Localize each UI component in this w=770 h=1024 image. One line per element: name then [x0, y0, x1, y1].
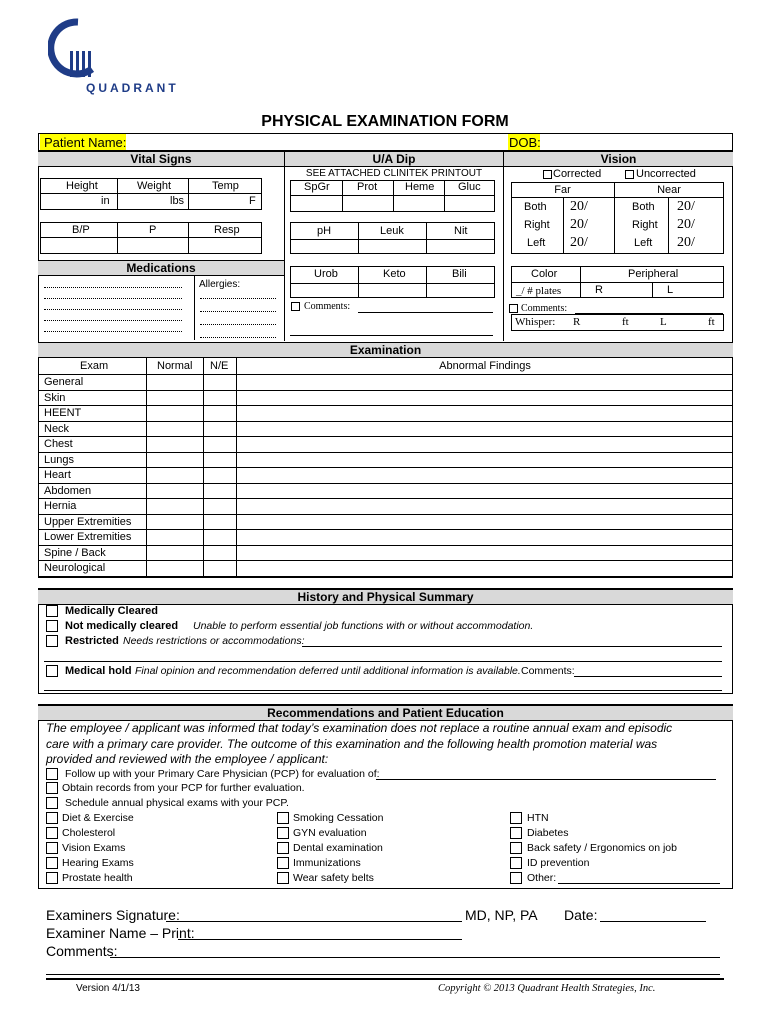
patient-name-field[interactable]: [128, 134, 503, 150]
exam-ne-cell[interactable]: [204, 421, 236, 437]
exam-abnormal-cell[interactable]: [237, 405, 733, 421]
exam-abnormal-cell[interactable]: [237, 529, 733, 545]
exam-normal-cell[interactable]: [147, 374, 203, 390]
height-label: Height: [66, 180, 98, 192]
exam-abnormal-cell[interactable]: [237, 560, 733, 576]
obtain-records-label: Obtain records from your PCP for further evaluation.: [62, 782, 305, 794]
exam-abnormal-cell[interactable]: [237, 498, 733, 514]
exam-abnormal-cell[interactable]: [237, 452, 733, 468]
exam-item: Heart: [44, 469, 71, 481]
exam-abnormal-cell[interactable]: [237, 483, 733, 499]
dob-label: DOB:: [509, 135, 541, 150]
far-both-label: Both: [524, 201, 547, 213]
near-left-value: 20/: [677, 235, 695, 250]
medically-cleared-checkbox[interactable]: [46, 605, 58, 617]
recommendation-checkbox[interactable]: [510, 842, 522, 854]
patient-name-label: Patient Name:: [44, 135, 127, 150]
whisper-r-label: R: [573, 316, 581, 328]
allergies-label: Allergies:: [199, 279, 241, 290]
exam-normal-cell[interactable]: [147, 545, 203, 561]
exam-ne-cell[interactable]: [204, 545, 236, 561]
exam-normal-cell[interactable]: [147, 560, 203, 576]
recommendation-checkbox[interactable]: [46, 827, 58, 839]
exam-ne-cell[interactable]: [204, 483, 236, 499]
recommendation-checkbox[interactable]: [46, 842, 58, 854]
recommendation-label: Immunizations: [293, 857, 361, 869]
recommendation-label: Cholesterol: [62, 827, 116, 839]
exam-item: General: [44, 376, 84, 388]
recommendation-checkbox[interactable]: [510, 872, 522, 884]
restricted-label: Restricted: [65, 635, 119, 647]
quadrant-logo-icon: [48, 18, 108, 80]
exam-abnormal-cell[interactable]: [237, 390, 733, 406]
other-field[interactable]: [558, 883, 720, 884]
examination-table: [38, 358, 733, 578]
restricted-checkbox[interactable]: [46, 635, 58, 647]
date-label: Date:: [564, 907, 598, 923]
not-cleared-checkbox[interactable]: [46, 620, 58, 632]
recommendation-checkbox[interactable]: [46, 872, 58, 884]
follow-up-field[interactable]: [376, 779, 716, 780]
recommendation-checkbox[interactable]: [510, 812, 522, 824]
not-cleared-label: Not medically cleared: [65, 620, 179, 632]
far-left-label: Left: [527, 237, 546, 249]
recommendation-label: Prostate health: [62, 872, 133, 884]
schedule-label: Schedule annual physical exams with your PCP.: [65, 797, 289, 809]
recommendation-checkbox[interactable]: [510, 857, 522, 869]
vision-comments-label: Comments:: [521, 303, 568, 314]
weight-label: Weight: [137, 180, 172, 192]
recommendation-label: Diet & Exercise: [62, 812, 134, 824]
exam-ne-cell[interactable]: [204, 467, 236, 483]
exam-ne-cell[interactable]: [204, 560, 236, 576]
exam-abnormal-cell[interactable]: [237, 421, 733, 437]
exam-normal-cell[interactable]: [147, 436, 203, 452]
examiner-name-field[interactable]: [178, 939, 462, 940]
exam-ne-cell[interactable]: [204, 498, 236, 514]
exam-item: HEENT: [44, 407, 82, 419]
whisper-label: Whisper:: [515, 316, 556, 328]
follow-up-checkbox[interactable]: [46, 768, 58, 780]
date-field[interactable]: [600, 921, 706, 922]
ua-gluc: Gluc: [458, 181, 481, 193]
exam-item: Chest: [44, 438, 73, 450]
exam-ne-cell[interactable]: [204, 529, 236, 545]
color-label: Color: [531, 268, 558, 280]
height-unit: in: [101, 195, 110, 207]
restricted-note: Needs restrictions or accommodations:: [123, 635, 305, 647]
ua-comments-checkbox[interactable]: [291, 302, 300, 311]
restrictions-field[interactable]: [302, 646, 722, 647]
summary-comments-label: Comments:: [521, 665, 575, 677]
recommendation-checkbox[interactable]: [46, 857, 58, 869]
exam-abnormal-cell[interactable]: [237, 545, 733, 561]
exam-ne-cell[interactable]: [204, 405, 236, 421]
far-right-label: Right: [524, 219, 550, 231]
exam-abnormal-cell[interactable]: [237, 436, 733, 452]
exam-item: Upper Extremities: [44, 515, 132, 528]
schedule-checkbox[interactable]: [46, 797, 58, 809]
exam-normal-cell[interactable]: [147, 390, 203, 406]
weight-unit: lbs: [170, 195, 185, 207]
medically-cleared-label: Medically Cleared: [65, 605, 158, 617]
company-logo: [46, 18, 186, 98]
exam-item: Neck: [44, 422, 70, 435]
vision-comments-checkbox[interactable]: [509, 304, 518, 313]
far-label: Far: [554, 184, 571, 196]
medical-hold-note: Final opinion and recommendation deferred until additional information is available.: [135, 665, 521, 677]
follow-up-label: Follow up with your Primary Care Physician (PCP) for evaluation of:: [65, 768, 380, 780]
exam-normal-cell[interactable]: [147, 514, 203, 530]
ua-leuk: Leuk: [380, 225, 404, 237]
medical-hold-label: Medical hold: [65, 665, 132, 677]
not-cleared-note: Unable to perform essential job functions with or without accommodation.: [193, 620, 534, 632]
summary-header: History and Physical Summary: [38, 589, 733, 605]
exam-ne-cell[interactable]: [204, 436, 236, 452]
exam-col-abnormal: Abnormal Findings: [439, 360, 531, 372]
whisper-l-ft: ft: [708, 316, 715, 328]
temp-label: Temp: [212, 180, 239, 192]
exam-item: Lungs: [44, 453, 74, 466]
recommendation-label: GYN evaluation: [293, 827, 367, 839]
exam-ne-cell[interactable]: [204, 514, 236, 530]
uncorrected-label: Uncorrected: [636, 168, 696, 180]
ua-spgr: SpGr: [304, 181, 330, 193]
examiner-name-label: Examiner Name – Print:: [46, 925, 195, 941]
exam-ne-cell[interactable]: [204, 374, 236, 390]
far-left-value: 20/: [570, 235, 588, 250]
corrected-label: Corrected: [553, 168, 602, 180]
exam-item: Skin: [44, 391, 66, 404]
recommendation-label: Back safety / Ergonomics on job: [527, 842, 677, 854]
whisper-l-label: L: [660, 316, 667, 328]
far-right-value: 20/: [570, 217, 588, 232]
near-right-label: Right: [632, 219, 658, 231]
exam-normal-cell[interactable]: [147, 452, 203, 468]
exam-item: Hernia: [44, 500, 77, 512]
far-both-value: 20/: [570, 199, 588, 214]
signature-comments-label: Comments:: [46, 943, 118, 959]
recommendation-label: Dental examination: [293, 842, 383, 854]
exam-item: Spine / Back: [44, 546, 106, 559]
ua-bili: Bili: [452, 268, 467, 280]
exam-item: Lower Extremities: [44, 531, 132, 543]
whisper-r-ft: ft: [622, 316, 629, 328]
ua-urob: Urob: [314, 268, 338, 280]
examination-header: Examination: [38, 342, 733, 358]
intro-line-1: The employee / applicant was informed that today’s examination does not replace a routine annual exam and episodic: [46, 721, 673, 735]
intro-line-3: provided and reviewed with the employee / applicant:: [46, 752, 329, 766]
peripheral-l-label: L: [667, 284, 674, 296]
peripheral-label: Peripheral: [628, 268, 679, 280]
exam-normal-cell[interactable]: [147, 467, 203, 483]
recommendation-label: Diabetes: [527, 827, 569, 839]
exam-ne-cell[interactable]: [204, 390, 236, 406]
near-left-label: Left: [634, 237, 653, 249]
pulse-label: P: [149, 224, 157, 236]
uncorrected-checkbox[interactable]: [625, 170, 634, 179]
exam-col-normal: Normal: [157, 360, 193, 372]
corrected-checkbox[interactable]: [543, 170, 552, 179]
ua-ph: pH: [317, 225, 332, 237]
recommendation-checkbox[interactable]: [277, 872, 289, 884]
credentials-label: MD, NP, PA: [465, 907, 538, 923]
resp-label: Resp: [214, 224, 240, 236]
recommendation-checkbox[interactable]: [277, 827, 289, 839]
vital-signs-header: Vital Signs: [38, 151, 284, 167]
recommendation-label: HTN: [527, 812, 549, 824]
recommendations-header: Recommendations and Patient Education: [38, 705, 733, 721]
exam-col-exam: Exam: [80, 360, 109, 372]
exam-normal-cell[interactable]: [147, 529, 203, 545]
recommendation-checkbox[interactable]: [277, 812, 289, 824]
medical-hold-checkbox[interactable]: [46, 665, 58, 677]
vision-header: Vision: [504, 151, 733, 167]
ua-keto: Keto: [383, 268, 406, 280]
logo-brand: QUADRANT: [86, 81, 179, 95]
intro-line-2: care with a primary care provider. The outcome of this examination and the following health promotion material was: [46, 737, 658, 751]
exam-abnormal-cell[interactable]: [237, 374, 733, 390]
near-label: Near: [657, 184, 681, 196]
recommendation-label: Other:: [527, 872, 557, 884]
recommendation-checkbox[interactable]: [277, 842, 289, 854]
ua-comments-label: Comments:: [304, 301, 351, 312]
page-title: PHYSICAL EXAMINATION FORM: [261, 113, 509, 130]
bp-label: B/P: [72, 224, 90, 236]
exam-item: Neurological: [44, 562, 106, 574]
exam-normal-cell[interactable]: [147, 498, 203, 514]
exam-item: Abdomen: [44, 484, 92, 497]
recommendation-checkbox[interactable]: [510, 827, 522, 839]
signature-comments-field[interactable]: [110, 957, 720, 958]
footer-version: Version 4/1/13: [76, 983, 140, 994]
medications-header: Medications: [38, 260, 284, 276]
near-right-value: 20/: [677, 217, 695, 232]
near-both-label: Both: [632, 201, 655, 213]
exam-normal-cell[interactable]: [147, 405, 203, 421]
ua-heme: Heme: [405, 181, 435, 193]
examiner-signature-label: Examiners Signature:: [46, 907, 180, 923]
exam-abnormal-cell[interactable]: [237, 514, 733, 530]
dob-field[interactable]: [542, 134, 732, 150]
recommendation-label: ID prevention: [527, 857, 590, 869]
recommendation-checkbox[interactable]: [277, 857, 289, 869]
examiner-signature-field[interactable]: [166, 921, 462, 922]
temp-unit: F: [249, 195, 256, 207]
plates-label: _/ # plates: [516, 285, 562, 297]
exam-normal-cell[interactable]: [147, 421, 203, 437]
recommendation-label: Vision Exams: [62, 842, 126, 854]
exam-ne-cell[interactable]: [204, 452, 236, 468]
footer-copyright: Copyright © 2013 Quadrant Health Strategies, Inc.: [438, 983, 656, 994]
recommendation-label: Smoking Cessation: [293, 812, 384, 824]
exam-col-ne: N/E: [210, 360, 229, 372]
recommendation-checkbox[interactable]: [46, 812, 58, 824]
recommendation-label: Wear safety belts: [293, 872, 374, 884]
obtain-records-checkbox[interactable]: [46, 782, 58, 794]
ua-note: SEE ATTACHED CLINITEK PRINTOUT: [305, 168, 483, 179]
ua-prot: Prot: [357, 181, 378, 193]
peripheral-r-label: R: [595, 284, 603, 296]
exam-abnormal-cell[interactable]: [237, 467, 733, 483]
ua-nit: Nit: [454, 225, 468, 237]
summary-comments-field[interactable]: [574, 676, 722, 677]
recommendation-label: Hearing Exams: [62, 857, 134, 869]
ua-dip-header: U/A Dip: [285, 151, 503, 167]
near-both-value: 20/: [677, 199, 695, 214]
exam-normal-cell[interactable]: [147, 483, 203, 499]
